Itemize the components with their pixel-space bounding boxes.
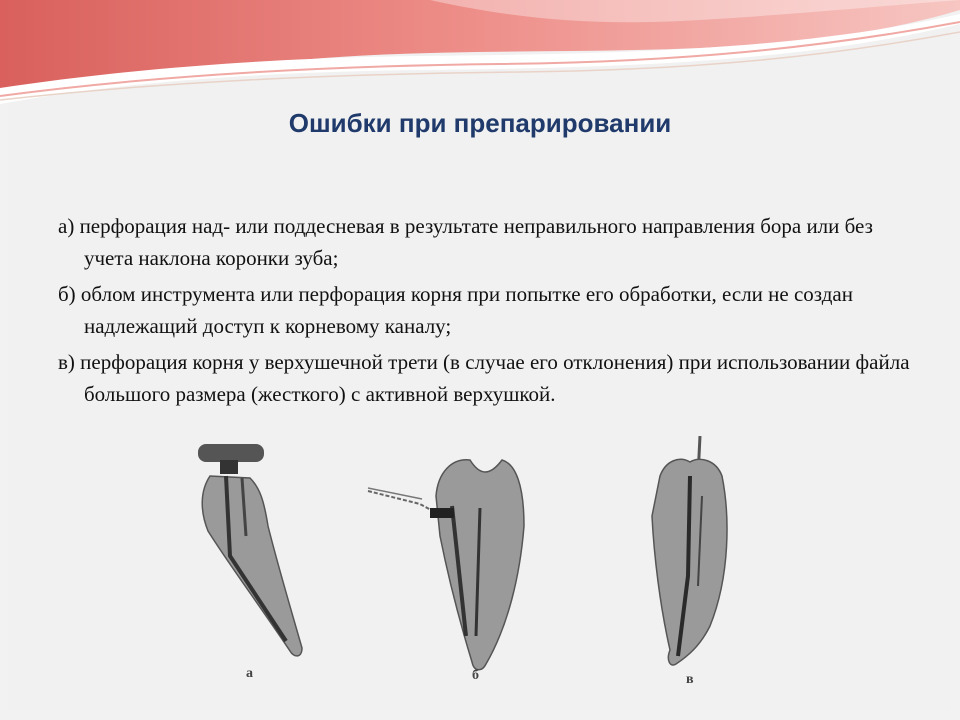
list-item-b: б) облом инструмента или перфорация корня при попытке его обработки, если не создан надлежащий доступ к корневому каналу; (58, 282, 853, 338)
tooth-figure-a (198, 444, 302, 656)
tooth-figures-art (190, 436, 750, 696)
slide-title: Ошибки при препарировании (288, 108, 672, 138)
figure-label-a: а (246, 666, 253, 681)
figure-label-c: в (686, 672, 694, 687)
tooth-figure-c (652, 436, 727, 665)
tooth-figure-b (368, 460, 524, 670)
list-item-c: в) перфорация корня у верхушечной трети (в случае его отклонения) при использовании файла большого размера (жесткого) с активной верхушкой. (58, 350, 910, 406)
list-item-a: а) перфорация над- или поддесневая в результате неправильного направления бора или без учета наклона коронки зуба; (58, 214, 873, 270)
tooth-illustrations (190, 436, 750, 696)
error-list (58, 210, 918, 414)
figure-label-b: б (472, 668, 479, 683)
header-wave-decoration (0, 0, 960, 115)
